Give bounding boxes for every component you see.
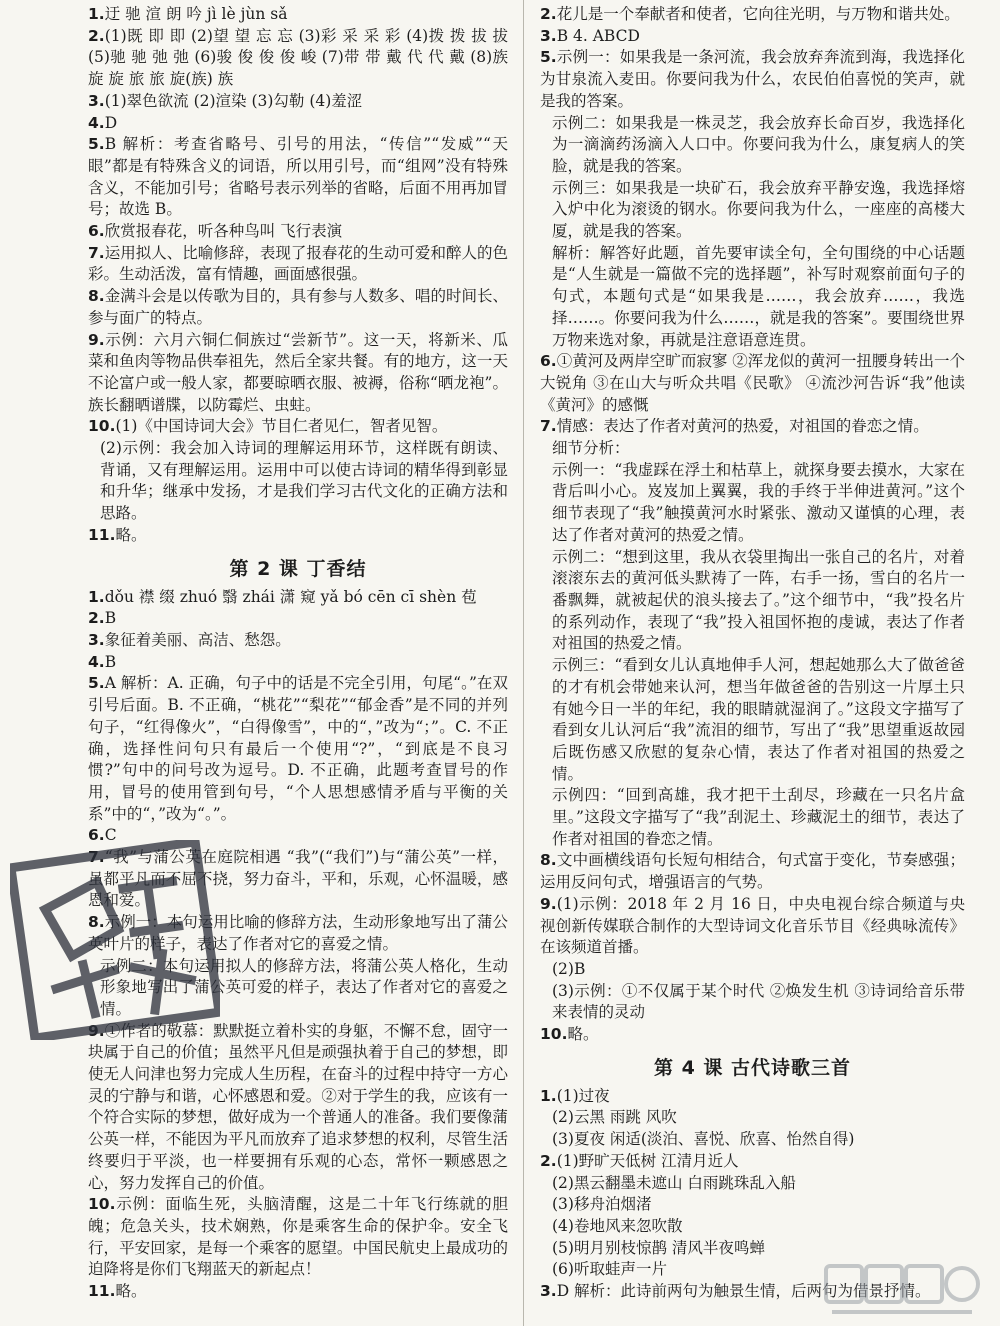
answer-text: (2)云黑 雨跳 风吹 (552, 1108, 677, 1127)
question-number: 2. (88, 609, 105, 628)
question-number: 6. (88, 222, 105, 241)
answer-item (540, 1129, 965, 1151)
right-column (540, 4, 965, 1303)
question-number: 1. (88, 5, 105, 23)
answer-text: 文中画横线语句长短句相结合，句式富于变化，节奏感强；运用反问句式，增强语言的气势。 (540, 851, 965, 892)
answer-text: (1)野旷天低树 江清月近人 (556, 1151, 739, 1170)
question-number: 3. (88, 630, 105, 649)
question-number: 8. (88, 287, 105, 306)
answer-text: (1)过夜 (556, 1086, 610, 1105)
answer-item (540, 1259, 965, 1281)
answer-text: (3)移舟泊烟渚 (552, 1195, 652, 1214)
question-number: 7. (88, 243, 105, 262)
answer-item (540, 959, 965, 981)
answer-text: 示例：六月六铜仁侗族过“尝新节”。这一天，将新米、瓜菜和鱼肉等物品供奉祖先，然后全家共餐。有的地方，这一天不论富户或一般人家，都要晾晒衣服、被褥，俗称“晒龙袍”。族长翻晒谱牒，以防霉烂、虫蛀。 (88, 330, 508, 414)
question-number: 10. (88, 417, 116, 436)
answer-text: 示例四：“回到高雄，我才把干土刮尽，珍藏在一只名片盒里。”这段文字描写了“我”刮泥土、珍藏泥土的细节，表达了作者对祖国的眷恋之情。 (552, 786, 965, 848)
answer-text: (1)《中国诗词大会》节目仁者见仁，智者见智。 (115, 417, 448, 436)
answer-item (88, 847, 508, 912)
question-number: 7. (540, 417, 557, 436)
answer-item (88, 825, 508, 847)
answer-text: ①作者的敬慕：默默挺立着朴实的身躯，不懈不怠，固守一块属于自己的价值；虽然平凡但是顽强执着于自己的梦想，即使无人问津也努力完成人生历程，在奋斗的过程中持守一方心灵的宁静与和谐，心怀感恩和爱。②对于学生的我，应该有一个符合实际的梦想，做好成为一个普通人的准备。我们要像蒲公英一样，不能因为平凡而放弃了追求梦想的权利，尽管生活终要归于平淡，也一样要拥有乐观的心态，常怀一颗感恩之心，努力发挥自己的价值。 (88, 1021, 508, 1192)
answer-text: (1)翠色欲流 (2)渲染 (3)勾勒 (4)羞涩 (104, 91, 363, 110)
answer-item (540, 47, 965, 112)
answer-text: B 解析：考查省略号、引号的用法，“传信”“发威”“天眼”都是有特殊含义的词语，所以用引号，而“组网”没有特殊含义，不能加引号；省略号表示列举的省略，后面不用再加冒号；故选 B。 (88, 135, 508, 219)
question-number: 5. (88, 674, 105, 693)
answer-item (540, 178, 965, 243)
answer-text: (3)夏夜 闲适(淡泊、喜悦、欣喜、怡然自得) (552, 1130, 855, 1149)
question-number: 11. (88, 525, 116, 544)
question-number: 4. (88, 652, 105, 671)
question-number: 1. (540, 1086, 557, 1105)
answer-text: 解析：解答好此题，首先要审读全句，全句围绕的中心话题是“人生就是一篇做不完的选择题”，补写时观察前面句子的句式，本题句式是“如果我是……，我会放弃……，我选择……。你要问我为什么……，就是我的答案”。要围绕世界万物来选对象，再就是注意语意连贯。 (552, 243, 965, 349)
answer-text: (3)示例：①不仅属于某个时代 ②焕发生机 ③诗词给音乐带来表情的灵动 (552, 981, 965, 1022)
answer-item (540, 243, 965, 352)
column-divider (523, 0, 524, 1326)
question-number: 6. (88, 826, 105, 845)
answer-text: (6)听取蛙声一片 (552, 1260, 667, 1279)
question-number: 9. (88, 1021, 105, 1040)
answer-text: 示例三：“看到女儿认真地伸手人河，想起她那么大了做爸爸的才有机会带她来认河，想当年做爸爸的告别这一片厚土只有她今日一半的年纪，我的眼睛就湿润了。”这段文字描写了看到女儿认河后“我”流泪的细节，写出了“我”思望重返故园后既伤感又欣慰的复杂心情，表达了作者对祖国的热爱之情。 (552, 656, 965, 783)
answer-item (540, 351, 965, 416)
answer-text: C (104, 826, 117, 845)
answer-item (540, 460, 965, 547)
answer-text: (1)示例：2018 年 2 月 16 日，中央电视台综合频道与央视创新传媒联合制作的大型诗词文化音乐节目《经典咏流传》在该频道首播。 (540, 894, 965, 957)
answer-text: 示例：面临生死，头脑清醒，这是二十年飞行练就的胆魄；危急关头，技术娴熟，你是乘客生命的保护伞。安全飞行，平安回家，是每一个乘客的愿望。中国民航史上最成功的迫降将是你们飞翔蓝天的新起点！ (88, 1195, 508, 1279)
answer-text: B (104, 609, 117, 628)
answer-item (540, 894, 965, 959)
answer-text: (2)示例：我会加入诗词的理解运用环节，这样既有朗读、背诵，又有理解运用。运用中可以使古诗词的精华得到彰显和升华；继承中发扬，才是我们学习古代文化的正确方法和思路。 (100, 439, 508, 523)
question-number: 11. (88, 1282, 116, 1301)
answer-item (540, 547, 965, 656)
answer-item (88, 1281, 508, 1303)
answer-item (88, 330, 508, 417)
answer-item (540, 4, 965, 26)
answer-text: (5)明月别枝惊鹊 清风半夜鸣蝉 (552, 1238, 765, 1257)
answer-item (88, 1194, 508, 1281)
answer-item (540, 1024, 965, 1046)
question-number: 8. (540, 851, 557, 870)
answer-item (88, 4, 508, 26)
answer-item (540, 416, 965, 438)
answer-item (88, 286, 508, 329)
answer-item (88, 113, 508, 135)
answer-item (540, 1086, 965, 1108)
answer-item (540, 785, 965, 850)
answer-text: 示例三：如果我是一块矿石，我会放弃平静安逸，我选择熔入炉中化为滚烫的钢水。你要问我为什么，一座座的高楼大厦，就是我的答案。 (552, 178, 965, 241)
answer-text: 运用拟人、比喻修辞，表现了报春花的生动可爱和醉人的色彩。生动活泼，富有情趣，画面感很强。 (88, 243, 508, 284)
answer-text: 细节分析： (552, 439, 630, 458)
left-column (88, 4, 508, 1303)
answer-item (540, 26, 965, 48)
answer-text: B (104, 652, 117, 671)
answer-item (88, 673, 508, 825)
answer-text: (1)既 即 即 (2)望 望 忘 忘 (3)彩 采 采 彩 (4)拨 拨 拔 拔 (5)驰 驰 弛 弛 (6)骏 俊 俊 俊 峻 (7)带 带 戴 代 代 戴 (8)族 旋 旋 旅 旅 旋(族) 族 (88, 26, 508, 89)
answer-text: D 解析：此诗前两句为触景生情，后两句为借景抒情。 (556, 1282, 931, 1301)
answer-item (540, 981, 965, 1024)
question-number: 3. (540, 1282, 557, 1301)
answer-item (88, 630, 508, 652)
question-number: 3. (88, 91, 105, 110)
answer-text: 花儿是一个奉献者和使者，它向往光明，与万物和谐共处。 (556, 5, 960, 23)
lesson-title: 第 2 课 丁香结 (229, 557, 367, 580)
question-number: 9. (88, 330, 105, 349)
answer-text: 示例一：“我虚踩在浮土和枯草上，就探身要去摸水，大家在背后叫小心。岌岌加上翼翼，我的手终于半伸进黄河。”这个细节表现了“我”触摸黄河水时紧张、激动又谨慎的心理，表达了作者对黄河的热爱之情。 (552, 460, 965, 544)
answer-item (88, 912, 508, 955)
question-number: 1. (88, 587, 105, 606)
answer-item (88, 652, 508, 674)
question-number: 6. (540, 352, 557, 371)
answer-text: 示例一：如果我是一条河流，我会放弃奔流到海，我选择化为甘泉流入麦田。你要问我为什么，农民伯伯喜悦的笑声，就是我的答案。 (540, 48, 965, 110)
question-number: 2. (540, 5, 557, 23)
answer-text: 示例一：本句运用比喻的修辞方法，生动形象地写出了蒲公英叶片的样子，表达了作者对它的喜爱之情。 (88, 913, 508, 953)
question-number: 2. (540, 1151, 557, 1170)
answer-text: A 解析：A. 正确，句子中的话是不完全引用，句尾“。”在双引号后面。B. 不正确，“桃花”“梨花”“郁金香”是不同的并列句子，“红得像火”，“白得像雪”，中的“，”改为“；”。C. 不正确，选择性问句只有最后一个使用“?”，“到底是不良习惯?”句中的问号改为逗号。D. 不正确，此题考查冒号的作用，冒号的使用管到句号，“个人思想感情矛盾与平衡的关系”中的“，”改为“。”。 (88, 674, 508, 823)
answer-item (88, 587, 508, 609)
answer-item (88, 1021, 508, 1195)
question-number: 2. (88, 26, 105, 45)
answer-item (88, 416, 508, 438)
answer-text: ①黄河及两岸空旷而寂寥 ②浑龙似的黄河一扭腰身转出一个大锐角 ③在山大与听众共唱《民歌》 ④流沙河告诉“我”他读《黄河》的感慨 (540, 352, 965, 414)
answer-text: D (104, 113, 118, 132)
answer-text: 金满斗会是以传歌为目的，具有参与人数多、唱的时间长、参与面广的特点。 (88, 287, 508, 327)
answer-item (540, 1173, 965, 1195)
answer-text: (2)黑云翻墨未遮山 白雨跳珠乱入船 (552, 1173, 796, 1192)
answer-item (540, 438, 965, 460)
answer-item (540, 655, 965, 785)
question-number: 3. (540, 26, 557, 45)
answer-item (540, 1216, 965, 1238)
answer-text: 欣赏报春花，听各种鸟叫 飞行表演 (104, 222, 343, 241)
answer-item (88, 221, 508, 243)
answer-text: 示例二：本句运用拟人的修辞方法，将蒲公英人格化，生动形象地写出了蒲公英可爱的样子，表达了作者对它的喜爱之情。 (100, 956, 508, 1018)
answer-text: B 4. ABCD (556, 26, 640, 45)
question-number: 10. (540, 1025, 568, 1044)
answer-text: 略。 (567, 1025, 599, 1044)
answer-text: 示例二：如果我是一株灵芝，我会放弃长命百岁，我选择化为一滴滴药汤滴入人口中。你要问我为什么，康复病人的笑脸，就是我的答案。 (552, 113, 965, 175)
answer-item (88, 956, 508, 1021)
answer-item (88, 26, 508, 91)
answer-text: dǒu 襟 缀 zhuó 翳 zhái 潇 窥 yǎ bó cēn cī shèn 苞 (104, 587, 477, 606)
question-number: 8. (88, 913, 105, 932)
question-number: 7. (88, 848, 105, 867)
answer-item (540, 1107, 965, 1129)
question-number: 5. (540, 48, 557, 67)
answer-item (540, 1151, 965, 1173)
answer-item (88, 134, 508, 221)
question-number: 5. (88, 135, 105, 154)
answer-item (540, 1238, 965, 1260)
answer-text: 情感：表达了作者对黄河的热爱，对祖国的眷恋之情。 (556, 417, 929, 436)
answer-item (88, 525, 508, 547)
answer-item (88, 91, 508, 113)
answer-text: 象征着美丽、高洁、愁怨。 (104, 630, 291, 649)
answer-item (88, 608, 508, 630)
question-number: 4. (88, 113, 105, 132)
answer-text: (2)B (552, 959, 586, 978)
question-number: 9. (540, 894, 557, 913)
answer-item (88, 438, 508, 525)
answer-text: (4)卷地风来忽吹散 (552, 1216, 683, 1235)
answer-item (88, 243, 508, 286)
answer-text: 略。 (115, 525, 147, 544)
answer-item (540, 1194, 965, 1216)
answer-text: “我”与蒲公英在庭院相遇 “我”(“我们”)与“蒲公英”一样，虽都平凡而不屈不挠，努力奋斗，平和，乐观，心怀温暖，感恩和爱。 (88, 848, 508, 910)
question-number: 10. (88, 1195, 116, 1214)
answer-item (540, 113, 965, 178)
answer-text: 略。 (115, 1282, 147, 1301)
answer-item (540, 850, 965, 893)
answer-item (540, 1281, 965, 1303)
answer-text: 迂 驰 渲 朗 吟 jì lè jùn sǎ (104, 5, 288, 23)
answer-text: 示例二：“想到这里，我从衣袋里掏出一张自己的名片，对着滚滚东去的黄河低头默祷了一阵，右手一扬，雪白的名片一番飘舞，就被起伏的浪头接去了。”这个细节中，“我”投名片的系列动作，表现了“我”投入祖国怀抱的虔诚，表达了作者对祖国的热爱之情。 (552, 547, 965, 653)
lesson-title: 第 4 课 古代诗歌三首 (653, 1056, 852, 1079)
